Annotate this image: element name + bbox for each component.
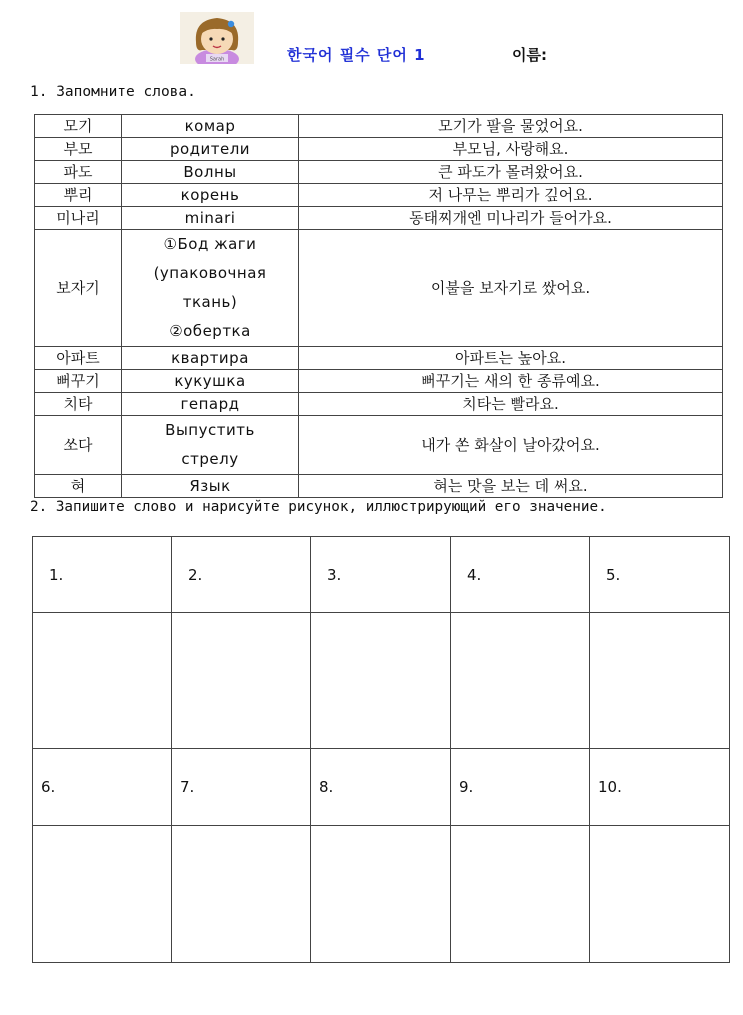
russian-meaning: Волны xyxy=(122,161,299,184)
draw-cell-8[interactable] xyxy=(311,826,451,963)
table-row xyxy=(35,207,723,230)
write-cell-2[interactable] xyxy=(172,537,311,613)
table-row xyxy=(35,370,723,393)
drawing-row xyxy=(33,826,730,963)
meaning-line: ①Бод жаги xyxy=(163,235,257,253)
example-sentence: 뻐꾸기는 새의 한 종류예요. xyxy=(299,370,723,393)
write-cell-1[interactable] xyxy=(33,537,172,613)
table-row xyxy=(35,230,723,347)
drawing-row xyxy=(33,613,730,749)
korean-word: 뿌리 xyxy=(35,184,122,207)
korean-word: 보자기 xyxy=(35,230,122,347)
example-sentence: 치타는 빨라요. xyxy=(299,393,723,416)
write-cell-4[interactable] xyxy=(451,537,590,613)
example-sentence: 저 나무는 뿌리가 깊어요. xyxy=(299,184,723,207)
russian-meaning: minari xyxy=(122,207,299,230)
example-sentence: 모기가 팔을 물었어요. xyxy=(299,115,723,138)
section-1-heading: 1. Запомните слова. xyxy=(30,84,196,100)
korean-word: 아파트 xyxy=(35,347,122,370)
korean-word: 파도 xyxy=(35,161,122,184)
table-row xyxy=(35,184,723,207)
korean-word: 부모 xyxy=(35,138,122,161)
girl-avatar-icon xyxy=(180,12,254,64)
example-sentence: 부모님, 사랑해요. xyxy=(299,138,723,161)
korean-word: 뻐꾸기 xyxy=(35,370,122,393)
cell-number: 1. xyxy=(49,565,64,584)
table-row xyxy=(35,393,723,416)
korean-word: 혀 xyxy=(35,475,122,498)
worksheet-title: 한국어 필수 단어 1 xyxy=(287,46,426,64)
russian-meaning xyxy=(122,230,299,347)
korean-word: 치타 xyxy=(35,393,122,416)
russian-meaning: корень xyxy=(122,184,299,207)
example-sentence: 이불을 보자기로 쌌어요. xyxy=(299,230,723,347)
number-row xyxy=(33,749,730,826)
table-row xyxy=(35,475,723,498)
name-field-label: 이름: xyxy=(512,46,547,64)
russian-meaning xyxy=(122,416,299,475)
example-sentence: 큰 파도가 몰려왔어요. xyxy=(299,161,723,184)
cell-number: 7. xyxy=(180,778,195,796)
cell-number: 3. xyxy=(327,565,342,584)
korean-word: 미나리 xyxy=(35,207,122,230)
meaning-line: Выпустить xyxy=(165,421,255,439)
korean-word: 쏘다 xyxy=(35,416,122,475)
draw-cell-5[interactable] xyxy=(590,613,730,749)
table-row xyxy=(35,161,723,184)
write-cell-6[interactable] xyxy=(33,749,172,826)
table-row xyxy=(35,416,723,475)
draw-cell-9[interactable] xyxy=(451,826,590,963)
russian-meaning: кукушка xyxy=(122,370,299,393)
draw-cell-4[interactable] xyxy=(451,613,590,749)
avatar-label: Sarah xyxy=(209,56,225,63)
russian-meaning: родители xyxy=(122,138,299,161)
write-cell-3[interactable] xyxy=(311,537,451,613)
draw-cell-1[interactable] xyxy=(33,613,172,749)
russian-meaning: Язык xyxy=(122,475,299,498)
cell-number: 9. xyxy=(459,778,474,796)
meaning-line: ткань) xyxy=(182,293,238,311)
draw-cell-7[interactable] xyxy=(172,826,311,963)
cell-number: 8. xyxy=(319,778,334,796)
example-sentence: 아파트는 높아요. xyxy=(299,347,723,370)
section-2-heading: 2. Запишите слово и нарисуйте рисунок, иллюстрирующий его значение. xyxy=(30,499,607,515)
write-cell-10[interactable] xyxy=(590,749,730,826)
draw-cell-10[interactable] xyxy=(590,826,730,963)
example-sentence: 혀는 맛을 보는 데 써요. xyxy=(299,475,723,498)
cell-number: 2. xyxy=(188,565,203,584)
korean-word: 모기 xyxy=(35,115,122,138)
write-cell-7[interactable] xyxy=(172,749,311,826)
meaning-line: ②обертка xyxy=(169,322,251,340)
meaning-line: (упаковочная xyxy=(153,264,267,282)
example-sentence: 내가 쏜 화살이 날아갔어요. xyxy=(299,416,723,475)
number-row xyxy=(33,537,730,613)
table-row xyxy=(35,347,723,370)
worksheet-header xyxy=(0,0,743,80)
vocabulary-table xyxy=(34,114,723,498)
draw-cell-6[interactable] xyxy=(33,826,172,963)
draw-cell-3[interactable] xyxy=(311,613,451,749)
russian-meaning: комар xyxy=(122,115,299,138)
russian-meaning: квартира xyxy=(122,347,299,370)
write-cell-5[interactable] xyxy=(590,537,730,613)
write-cell-8[interactable] xyxy=(311,749,451,826)
cell-number: 5. xyxy=(606,565,621,584)
table-row xyxy=(35,115,723,138)
draw-cell-2[interactable] xyxy=(172,613,311,749)
cell-number: 4. xyxy=(467,565,482,584)
table-row xyxy=(35,138,723,161)
meaning-line: стрелу xyxy=(181,450,239,468)
cell-number: 6. xyxy=(41,778,56,796)
drawing-grid xyxy=(32,536,730,963)
russian-meaning: гепард xyxy=(122,393,299,416)
write-cell-9[interactable] xyxy=(451,749,590,826)
cell-number: 10. xyxy=(598,778,622,796)
example-sentence: 동태찌개엔 미나리가 들어가요. xyxy=(299,207,723,230)
